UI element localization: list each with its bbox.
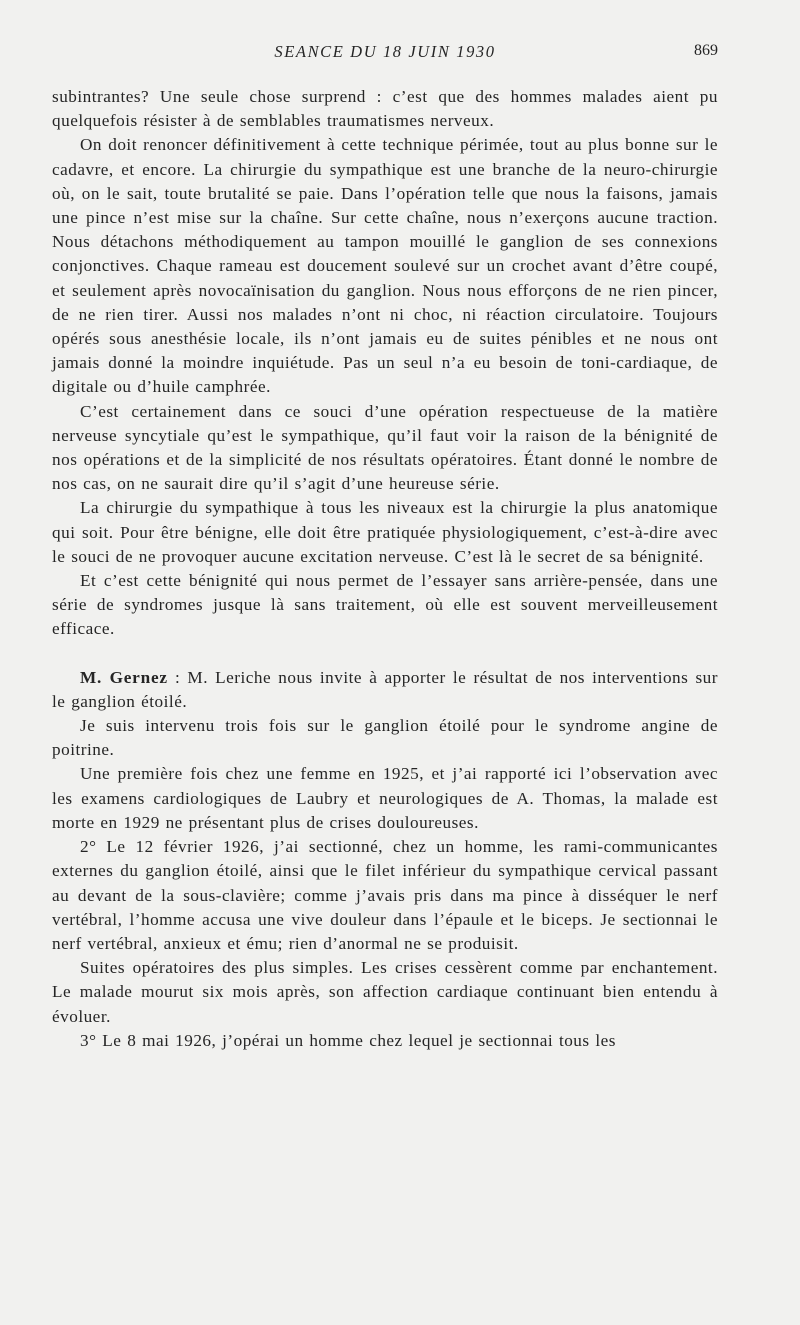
- paragraph-benignity: C’est certainement dans ce souci d’une opération respectueuse de la matière nerveuse syncytiale qu’est le sympathique, qu’il faut voir la raison de la bénignité de nos opérations et de la simplicité de nos résultats opératoires. Étant donné le nombre de nos cas, on ne saurait dire qu’il s’agit d’une heureuse série.: [52, 401, 718, 494]
- paragraph-continuation: subintrantes? Une seule chose surprend : c’est que des hommes malades aient pu quelquefois résister à de semblables traumatismes nerveux.: [52, 87, 718, 131]
- page-number: 869: [694, 42, 718, 59]
- gernez-opening: : M. Leriche nous invite à apporter le résultat de nos interventions sur le ganglion étoilé.: [52, 667, 719, 711]
- paragraph-technique: On doit renoncer définitivement à cette technique périmée, tout au plus bonne sur le cadavre, et encore. La chirurgie du sympathique est une branche de la neuro-chirurgie où, on le sait, toute brutalité se paie. Dans l’opération telle que nous la faisons, jamais une pince n’est mise sur la chaîne. Sur cette chaîne, nous n’exerçons aucune traction. Nous détachons méthodiquement au tampon mouillé le ganglion de ses connexions conjonctives. Chaque rameau est doucement soulevé sur un crochet avant d’être coupé, et seulement après novocaïnisation du ganglion. Nous nous efforçons de ne rien pincer, de ne rien tirer. Aussi nos malades n’ont ni choc, ni réaction circulatoire. Toujours opérés sous anesthésie locale, ils n’ont jamais eu de suites pénibles et ne nous ont jamais donné la moindre inquiétude. Pas un seul n’a eu besoin de toni-cardiaque, de digitale ou d’huile camphrée.: [52, 135, 718, 397]
- paragraph-conclusion: Et c’est cette bénignité qui nous permet de l’essayer sans arrière-pensée, dans une série de syndromes jusque là sans traitement, où elle est souvent merveilleusement efficace.: [52, 571, 718, 639]
- paragraph-case-two: 2° Le 12 février 1926, j’ai sectionné, chez un homme, les rami-communicantes externes du ganglion étoilé, ainsi que le filet inférieur du sympathique cervical passant au devant de la sous-clavière; comme j’avais pris dans ma pince à disséquer le nerf vertébral, l’homme accusa une vive douleur dans l’épaule et le biceps. Je sectionnai le nerf vertébral, anxieux et ému; rien d’anormal ne se produisit.: [52, 837, 718, 953]
- paragraph-anatomic-surgery: La chirurgie du sympathique à tous les niveaux est la chirurgie la plus anatomique qui soit. Pour être bénigne, elle doit être pratiquée physiologiquement, c’est-à-dire avec le souci de ne provoquer aucune excitation nerveuse. C’est là le secret de sa bénignité.: [52, 498, 718, 566]
- article-body: [52, 85, 718, 1053]
- paragraph-gernez-intro: [52, 666, 718, 714]
- running-title: SEANCE DU 18 JUIN 1930: [274, 42, 496, 61]
- paragraph-gernez-interventions: Je suis intervenu trois fois sur le ganglion étoilé pour le syndrome angine de poitrine.: [52, 716, 718, 760]
- paragraph-case-three: 3° Le 8 mai 1926, j’opérai un homme chez lequel je sectionnai tous les: [80, 1030, 616, 1050]
- speaker-name: M. Gernez: [80, 667, 168, 687]
- paragraph-case-two-outcome: Suites opératoires des plus simples. Les crises cessèrent comme par enchantement. Le malade mourut six mois après, son affection cardiaque continuant bien entendu à évoluer.: [52, 958, 718, 1026]
- paragraph-case-one: Une première fois chez une femme en 1925, et j’ai rapporté ici l’observation avec les examens cardiologiques de Laubry et neurologiques de A. Thomas, la malade est morte en 1929 ne présentant plus de crises douloureuses.: [52, 764, 718, 832]
- running-header: [52, 42, 718, 64]
